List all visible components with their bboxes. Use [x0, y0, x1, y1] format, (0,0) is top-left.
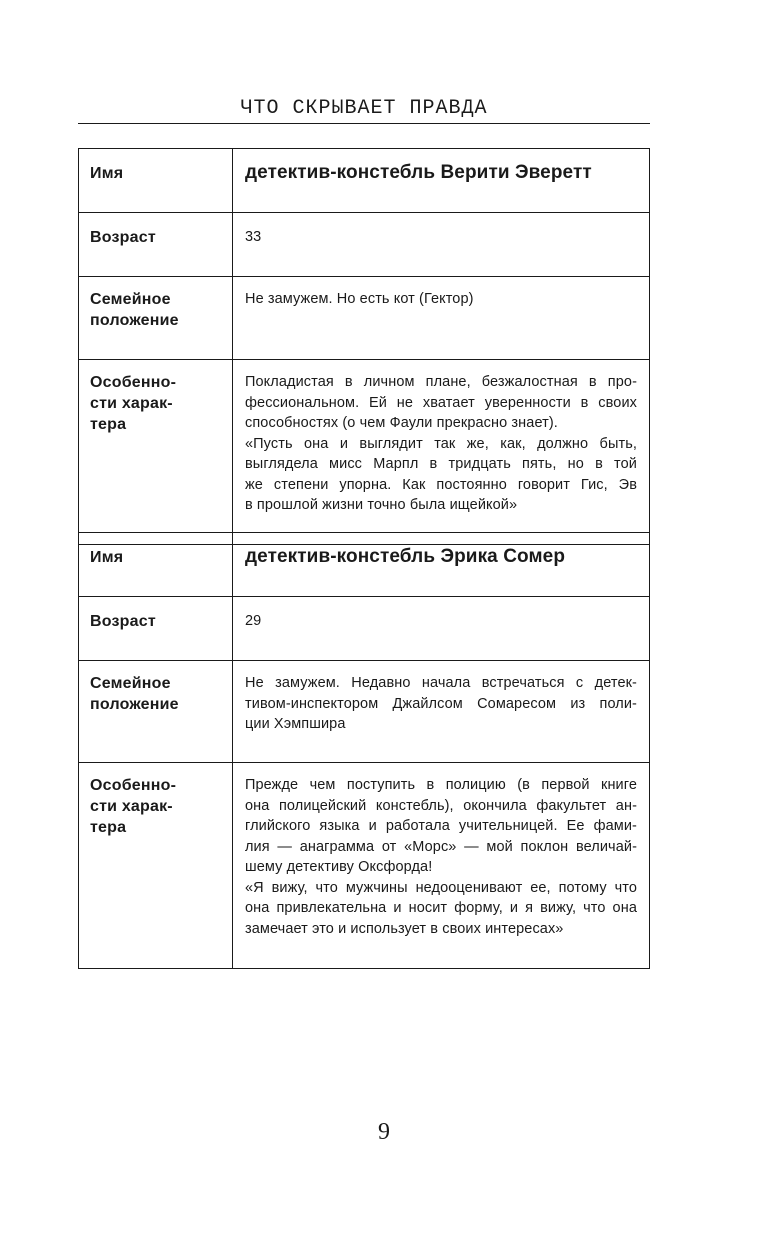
header-rule — [78, 123, 650, 124]
label-line: сти харак- — [90, 395, 173, 412]
character-card-erica-somer — [78, 532, 650, 969]
age-row — [79, 597, 650, 661]
running-head: ЧТО СКРЫВАЕТ ПРАВДА — [240, 97, 488, 120]
marital-status-label — [79, 661, 233, 763]
label-line: Семейное — [90, 675, 171, 692]
text-line: тивом-инспектором Джайлсом Сомаресом из поли- — [245, 695, 637, 712]
text-line: Покладистая в личном плане, безжалостная в про- — [245, 374, 637, 390]
text-line: Прежде чем поступить в полицию (в первой книге — [245, 777, 637, 793]
age-label: Возраст — [79, 213, 233, 277]
text-line: Не замужем. Но есть кот (Гектор) — [245, 291, 474, 307]
text-line: глийского языка и работала учительницей. Ее фами- — [245, 818, 637, 834]
character-traits-value — [233, 360, 650, 545]
text-line: ции Хэмпшира — [245, 716, 346, 732]
marital-status-row — [79, 277, 650, 360]
character-traits-label — [79, 763, 233, 969]
name-row — [79, 149, 650, 213]
label-line: положение — [90, 312, 179, 329]
text-line: выглядела мисс Марпл в тридцать пять, но в той — [245, 456, 637, 472]
marital-status-label — [79, 277, 233, 360]
text-line: лия — анаграмма от «Морс» — мой поклон величай- — [245, 838, 637, 855]
character-traits-row — [79, 763, 650, 969]
label-line: Особенно- — [90, 374, 177, 391]
text-line: она полицейский констебль), окончила факультет ан- — [245, 797, 637, 814]
label-line: тера — [90, 416, 127, 433]
text-line: «Пусть она и выглядит так же, как, должно быть, — [245, 435, 637, 452]
character-card-verity-everett — [78, 148, 650, 545]
label-line: положение — [90, 696, 179, 713]
label-line: Семейное — [90, 291, 171, 308]
name-label: Имя — [79, 149, 233, 213]
character-traits-value — [233, 763, 650, 969]
age-value: 33 — [233, 213, 650, 277]
marital-status-value — [233, 661, 650, 763]
character-traits-row — [79, 360, 650, 545]
character-traits-label — [79, 360, 233, 545]
text-line: Не замужем. Недавно начала встречаться с детек- — [245, 675, 637, 691]
text-line: в прошлой жизни точно была ищейкой» — [245, 497, 518, 513]
marital-status-value — [233, 277, 650, 360]
name-value: детектив-констебль Эрика Сомер — [233, 533, 650, 597]
label-line: Особенно- — [90, 777, 177, 794]
name-value: детектив-констебль Верити Эверетт — [233, 149, 650, 213]
text-line: она привлекательна и носит форму, и я вижу, что она — [245, 900, 637, 916]
age-row — [79, 213, 650, 277]
marital-status-row — [79, 661, 650, 763]
name-label: Имя — [79, 533, 233, 597]
text-line: фессиональном. Ей не хватает уверенности в своих — [245, 394, 637, 411]
name-row — [79, 533, 650, 597]
text-line: «Я вижу, что мужчины недооценивают ее, потому что — [245, 879, 637, 896]
text-line: способностях (о чем Фаули прекрасно знает). — [245, 415, 558, 431]
age-value: 29 — [233, 597, 650, 661]
page-number: 9 — [378, 1119, 390, 1145]
label-line: тера — [90, 819, 127, 836]
text-line: шему детективу Оксфорда! — [245, 859, 433, 875]
label-line: сти харак- — [90, 798, 173, 815]
text-line: же степени упорна. Как постоянно говорит Гис, Эв — [245, 476, 637, 493]
age-label: Возраст — [79, 597, 233, 661]
text-line: замечает это и использует в своих интересах» — [245, 920, 564, 937]
